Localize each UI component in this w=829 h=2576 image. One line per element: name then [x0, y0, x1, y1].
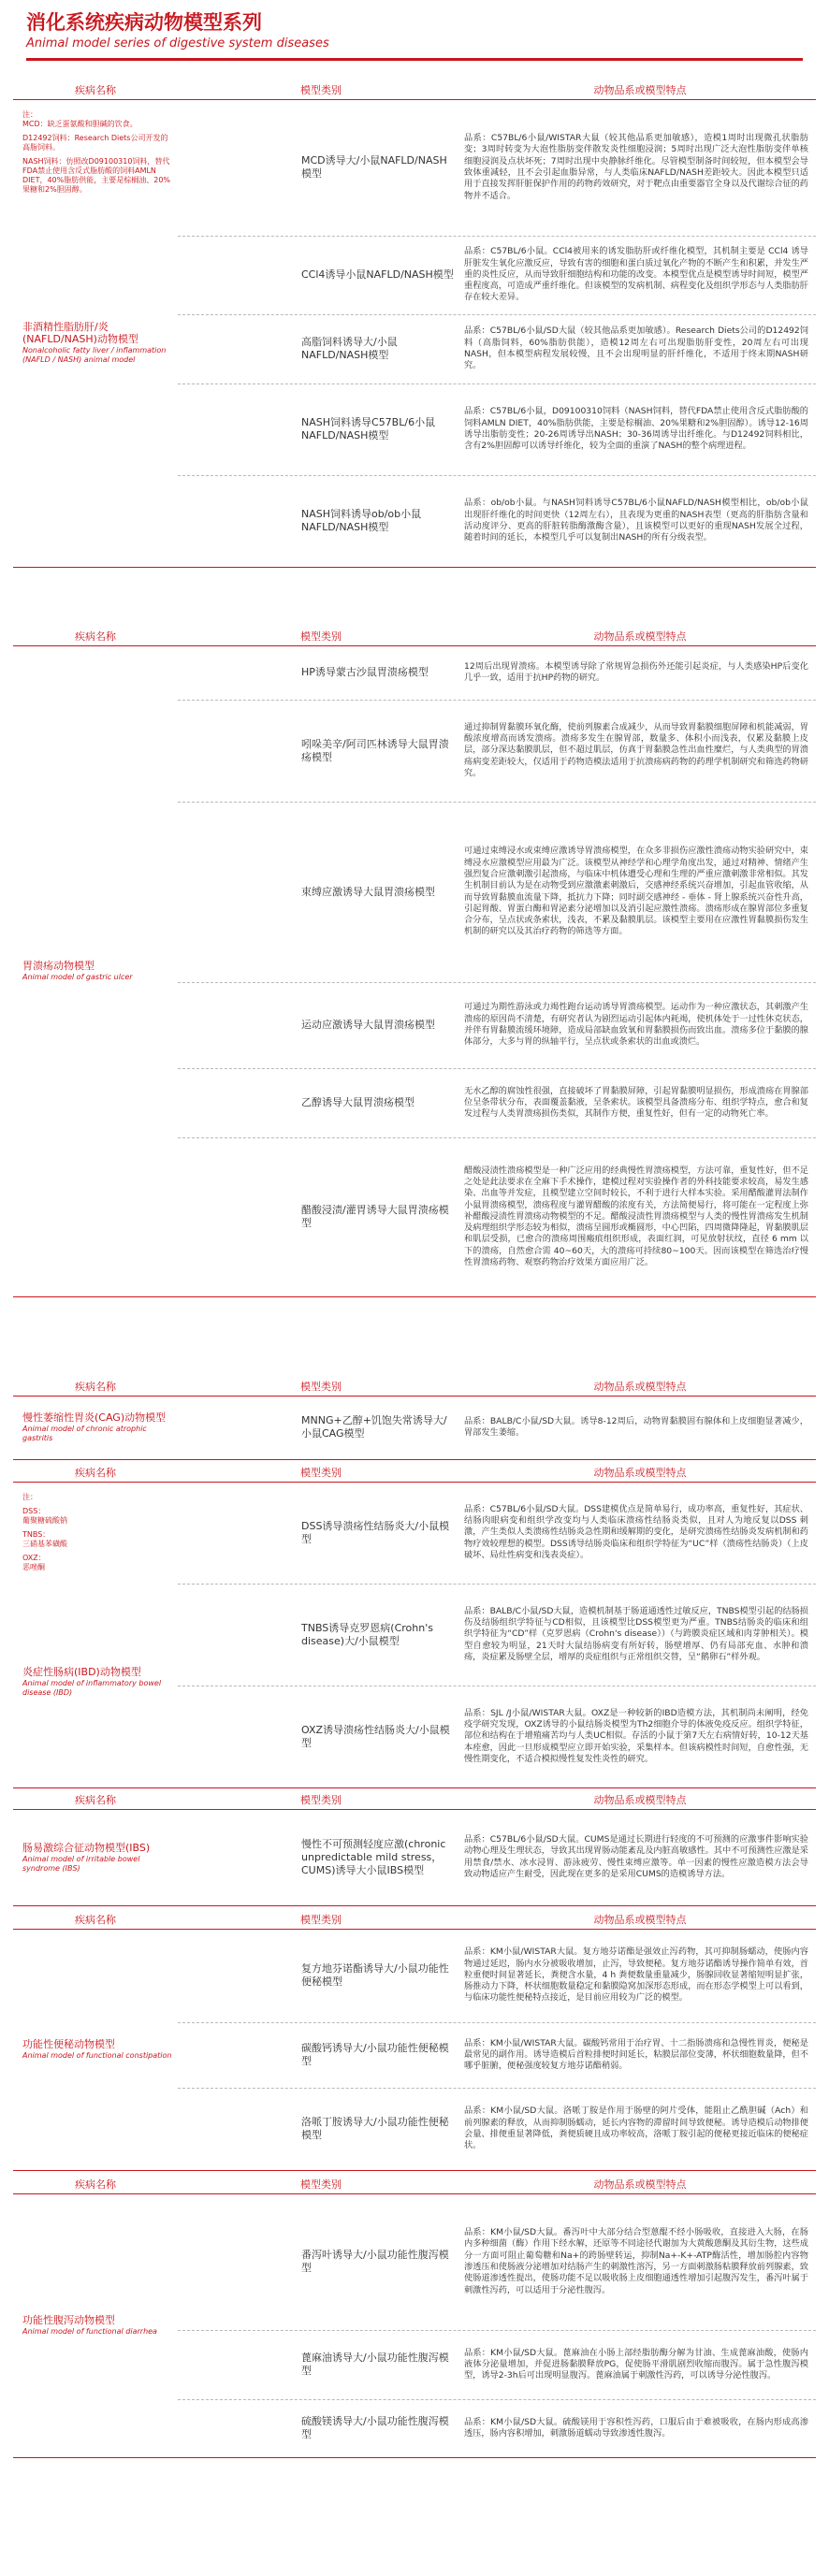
- model-name: 乙醇诱导大鼠胃溃疡模型: [301, 1096, 414, 1108]
- note-text: 恶唑酮: [22, 1563, 45, 1571]
- page-title: 消化系统疾病动物模型系列: [26, 11, 262, 34]
- section-bottom-line: [13, 1905, 816, 1906]
- model-features: 品系：SJL /J小鼠/WISTAR大鼠。OXZ是一种较新的IBD造模方法，其机制尚未阐明，经免疫学研究发现，OXZ诱导的小鼠结肠炎模型为Th2细胞介导的体液免疫反应。组织学特征，部位和结构在于增殖痛苦均与人类UC相似。存活的小鼠于第7天左右病情好转，10-12天基本痊愈，因此一旦形成模型应立即开始实验，采集样本。但该病模性时间短，自愈性强，无慢性期变化，不适合模拟慢性复发性炎性的研究。: [464, 1707, 808, 1764]
- model-name: DSS诱导溃疡性结肠炎大/小鼠模型: [301, 1519, 450, 1545]
- column-header-disease: 疾病名称: [75, 84, 116, 96]
- model-features: 品系：KM小鼠/SD大鼠。蓖麻油在小肠上部经脂肪酶分解为甘油、生成蓖麻油酸，使肠内液体分泌量增加，并促进肠黏膜释放PG，促使肠平滑肌剧烈收缩而腹泻。属于急性腹泻模型，诱导2-3h后可出现明显腹泻。蓖麻油属于刺激性泻药，可以诱导分泌性腹泻。: [464, 2347, 808, 2381]
- model-row: [178, 384, 816, 476]
- model-features: 通过抑制胃黏膜环氧化酶，使前列腺素合成减少，从而导致胃黏膜细胞屏障和机能减弱，胃酸浓度增高而诱发溃疡。溃疡多发生在腺胃部，数量多、体积小而浅表，仅累及黏膜上皮层，部分深达黏膜肌层，但不超过肌层，仿真于胃黏膜急性出血性糜烂，与人类典型的胃溃疡病变差距较大，仅适用于药物造模法适用于抗溃疡病药物的药理学机制研究和筛选药物研究。: [464, 721, 808, 778]
- page-subtitle: Animal model series of digestive system diseases: [26, 36, 329, 51]
- column-header-disease: 疾病名称: [75, 1794, 116, 1806]
- disease-section: [13, 1912, 816, 2171]
- note-item: [22, 1507, 174, 1526]
- note-label: 注：: [22, 110, 37, 119]
- model-row: [178, 99, 816, 237]
- column-header-features: 动物品系或模型特点: [593, 630, 687, 643]
- model-features: 品系：C57BL/6小鼠。CCl4被用来的诱发脂肪肝或纤维化模型，其机制主要是 CCl4 诱导肝脏发生氧化应激反应，导致有害的细胞和蛋白质过氧化产物的不断产生和积累，并发生严重的炎性反应，从而导致肝细胞结构和功能的改变。本模型优点是模型诱导时间短，模型严重程度高，可造成严重纤维化。但该模型的发病机制、病程变化及组织学形态与人类脂肪肝存在较大差异。: [464, 246, 808, 303]
- model-name: 复方地芬诺酯诱导大/小鼠功能性便秘模型: [301, 1962, 449, 1988]
- model-row: [178, 645, 816, 701]
- disease-name-cn: 功能性便秘动物模型: [22, 2038, 115, 2050]
- column-header-disease: 疾病名称: [75, 2178, 116, 2191]
- column-header-row: [13, 1912, 816, 1930]
- model-name: OXZ诱导溃疡性结肠炎大/小鼠模型: [301, 1723, 450, 1749]
- column-header-disease: 疾病名称: [75, 630, 116, 643]
- header-divider: [26, 58, 803, 61]
- model-name: 碳酸钙诱导大/小鼠功能性便秘模型: [301, 2042, 449, 2067]
- disease-section: [13, 82, 816, 568]
- model-row: [178, 1137, 816, 1296]
- model-row: [178, 236, 816, 315]
- column-header-row: [13, 82, 816, 100]
- disease-name-en: Animal model of irritable bowel syndrome (IBS): [22, 1854, 140, 1873]
- section-bottom-line: [13, 1459, 816, 1460]
- model-row: [178, 1584, 816, 1686]
- disease-name: [13, 645, 178, 1296]
- model-features: 12周后出现胃溃疡。本模型诱导除了常规胃急损伤外还能引起炎症，与人类感染HP后变化几乎一致，适用于抗HP药物的研究。: [464, 660, 808, 683]
- model-features: 品系：ob/ob小鼠。与NASH饲料诱导C57BL/6小鼠NAFLD/NASH模型相比，ob/ob小鼠出现肝纤维化的时间更快（12周左右），且表现为更重的NASH表型（更高的肝脂肪含量和活动度评分、更高的肝脏转脂酶激酶含量），且该模型可以更好的重现NASH发展全过程，随着时间的延长，本模型几乎可以复制出NASH的所有分级表型。: [464, 498, 808, 543]
- disease-name-en: Animal model of inflammatory bowel disease (IBD): [22, 1678, 162, 1697]
- column-header-model: 模型类别: [300, 1381, 342, 1393]
- note-item: [22, 1554, 174, 1572]
- note-text: 三硝基苯磺酸: [22, 1540, 67, 1548]
- disease-name-cn: 非酒精性脂肪肝/炎 (NAFLD/NASH)动物模型: [22, 320, 138, 345]
- disease-notes: [13, 1493, 178, 1577]
- model-features: 品系：BALB/C小鼠/SD大鼠，造模机制基于肠道通透性过敏反应，TNBS模型引起的结肠损伤及结肠组织学特征与CD相似，且该模型比DSS模型更为严重。TNBS结肠炎的临床和组织学特征为“CD”样（克罗恩病（Crohn's disease））（与跨膜炎症区域和肉芽肿相关）。模型自愈较为明显，21天时大鼠结肠病变有所好转，肠壁增厚、仍有局部充血、水肿和溃疡，炎症累及肠壁全层，增厚的炎症组织与正常组织交替，呈“鹅卵石”样外观。: [464, 1605, 808, 1662]
- model-features: 品系：KM小鼠/SD大鼠。硫酸镁用于容积性泻药，口服后由于难被吸收，在肠内形成高渗透压，肠内容积增加，刺激肠道蠕动导致渗透性腹泻。: [464, 2416, 808, 2439]
- model-row: [178, 982, 816, 1069]
- model-name: 运动应激诱导大鼠胃溃疡模型: [301, 1019, 435, 1031]
- model-features: 品系：C57BL/6小鼠，D09100310饲料（NASH饲料，替代FDA禁止使用含反式脂肪酸的饲料AMLN DIET，40%脂肪供能，主要是棕榈油、20%果糖和2%胆固醇）。诱导12-16周诱导出脂肪变性；20-26周诱导出NASH；30-36周诱导出纤维化。与D12492饲料相比，含有2%胆固醇可以诱导纤维化，较为全面的重演了NASH的整个病理进程。: [464, 406, 808, 452]
- model-row: [178, 802, 816, 983]
- model-row: [178, 1929, 816, 2023]
- section-bottom-line: [13, 1296, 816, 1297]
- disease-name-en: Animal model of functional constipation: [22, 2051, 172, 2060]
- model-name: MNNG+乙醇+饥饱失常诱导大/小鼠CAG模型: [301, 1414, 447, 1440]
- model-name: 吲哚美辛/阿司匹林诱导大鼠胃溃疡模型: [301, 737, 449, 763]
- note-item: [22, 1493, 174, 1502]
- note-label: OXZ：: [22, 1554, 46, 1562]
- note-text: D12492饲料：Research Diets公司开发的高脂饲料。: [22, 134, 168, 152]
- model-row: [178, 2193, 816, 2331]
- disease-name: [13, 2193, 178, 2457]
- model-row: [178, 1396, 816, 1459]
- column-header-model: 模型类别: [300, 84, 342, 96]
- column-header-features: 动物品系或模型特点: [593, 1381, 687, 1393]
- model-features: 品系：C57BL/6小鼠/SD大鼠（较其他品系更加敏感）。Research Diets公司的D12492饲料（高脂饲料，60%脂肪供能），造模12周左右可出现脂肪肝变性，20周左右可出现NASH，但本模型病程发展较慢，且不会出现明显的肝纤维化，不适用于终末期NASH研究。: [464, 326, 808, 371]
- disease-name: [13, 305, 178, 380]
- model-name: MCD诱导大/小鼠NAFLD/NASH模型: [301, 154, 447, 180]
- model-features: 品系：BALB/C小鼠/SD大鼠。诱导8-12周后，动物胃黏膜固有腺体和上皮细胞显著减少，胃部发生萎缩。: [464, 1415, 808, 1438]
- model-row: [178, 700, 816, 803]
- model-name: 高脂饲料诱导大/小鼠NAFLD/NASH模型: [301, 336, 398, 361]
- page-header: [0, 0, 829, 75]
- disease-name: [13, 1929, 178, 2170]
- model-name: 硫酸镁诱导大/小鼠功能性腹泻模型: [301, 2415, 449, 2440]
- disease-name-en: Animal model of functional diarrhea: [22, 2327, 157, 2336]
- model-features: 醋酸浸渍性溃疡模型是一种广泛应用的经典慢性胃溃疡模型，方法可靠，重复性好，但不足之处是此法要求在全麻下手术操作，建模过程对实验操作者的外科技能要求较高，易发生感染、出血等并发症，且模型建立空间时较长，不利于进行大样本实验。采用醋酸灌胃法制作小鼠胃溃疡模型，溃疡程度与灌胃醋酸的浓度有关，方法简便易行，将可能在一定程度上弥补醋酸浸渍性胃溃疡动物模型的不足。醋酸浸渍性胃溃疡模型与人类的慢性胃溃疡发生机制及病理组织学形态较为相似，溃疡呈圆形或椭圆形，中心凹陷，四周微降隆起，胃黏膜肌层和肌层受损，已愈合的溃疡周围瘢痕组织形成，表面红润，可见放射状纹，直径 6 mm 以下的溃疡，自然愈合需 40~60天，大的溃疡可持续80~100天。因而该模型在筛选治疗慢性胃溃疡药物、观察药物治疗效果方面应用广泛。: [464, 1165, 808, 1268]
- model-name: TNBS诱导克罗恩病(Crohn's disease)大/小鼠模型: [301, 1621, 433, 1647]
- model-row: [178, 2399, 816, 2457]
- model-row: [178, 2088, 816, 2170]
- model-row: [178, 1686, 816, 1787]
- model-features: 无水乙醇的腐蚀性很强，直接破坏了胃黏膜屏障，引起胃黏膜明显损伤，形成溃疡在胃腺部位呈条带状分布，表面覆盖黏液，呈条索状。该模型具备溃疡分布、组织学特点，愈合和复发过程与人类胃溃疡损伤类似，其制作方便，重复性好，但有一定的动物死亡率。: [464, 1085, 808, 1120]
- disease-name-cn: 功能性腹泻动物模型: [22, 2314, 115, 2326]
- column-header-features: 动物品系或模型特点: [593, 84, 687, 96]
- disease-section: [13, 1465, 816, 1788]
- disease-name: [13, 1809, 178, 1905]
- note-label: 注：: [22, 1493, 37, 1501]
- model-features: 可通过为期性游泳或力竭性跑台运动诱导胃溃疡模型。运动作为一种应激状态，其刺激产生溃疡的原因尚不清楚，有研究者认为剧烈运动引起体内耗竭，使机体处于一过性休克状态，并伴有胃黏膜流缓环境障，造成局部缺血致氧和胃黏膜损伤而致出血。溃疡多位于黏膜的腺体部分，大多与胃的纵轴平行，呈点状或条索状的出血或溃烂。: [464, 1002, 808, 1048]
- model-row: [178, 475, 816, 567]
- disease-section: [13, 629, 816, 1297]
- disease-name-cn: 炎症性肠病(IBD)动物模型: [22, 1665, 141, 1678]
- disease-name-cn: 胃溃疡动物模型: [22, 960, 95, 972]
- model-name: HP诱导蒙古沙鼠胃溃疡模型: [301, 666, 429, 678]
- model-features: 品系：C57BL/6小鼠/SD大鼠。DSS建模优点是简单易行，成功率高，重复性好，其症状、结肠肉眼病变和组织学改变均与人类临床溃疡性结肠炎类似，且对人为地反复以DSS 刺激，产生类似人类溃疡性结肠炎急性期和缓解期的变化，是研究溃疡性结肠炎发病机制和药物疗效较理想的模型。DSS诱导结肠炎临床和组织学特征为“UC”样（溃疡性结肠炎）（上皮破坏、局灶性病变和浅表炎症）。: [464, 1503, 808, 1560]
- model-name: 洛哌丁胺诱导大/小鼠功能性便秘模型: [301, 2116, 449, 2141]
- model-name: NASH饲料诱导ob/ob小鼠NAFLD/NASH模型: [301, 508, 422, 533]
- column-header-features: 动物品系或模型特点: [593, 1794, 687, 1806]
- column-header-features: 动物品系或模型特点: [593, 1914, 687, 1926]
- model-name: 蓖麻油诱导大/小鼠功能性腹泻模型: [301, 2352, 449, 2377]
- model-features: 品系：KM小鼠/SD大鼠。番泻叶中大部分结合型蒽醌不经小肠吸收，直接进入大肠，在肠内多种细菌（酶）作用下经水解，还原等不同途径代谢加为大黄酸蒽酮及其衍生物，这些成分一方面可阻止葡萄糖和Na+的跨肠壁转运，抑制Na+-K+-ATP酶活性，增加肠腔内容物渗透压和使肠液分泌增加对结肠产生的刺激性溶泻，另一方面刺激肠粘膜释放前列腺素，致使肠道渗透性提出，使肠功能不足以吸收肠上皮细胞通透性增加引起腹泻发生，番泻叶属于刺激性泻药，可以适用于分泌性腹泻。: [464, 2227, 808, 2295]
- model-row: [178, 1482, 816, 1585]
- column-header-disease: 疾病名称: [75, 1381, 116, 1393]
- section-bottom-line: [13, 2170, 816, 2171]
- column-header-features: 动物品系或模型特点: [593, 2178, 687, 2191]
- note-label: TNBS：: [22, 1530, 51, 1539]
- disease-section: [13, 2177, 816, 2458]
- model-row: [178, 1068, 816, 1138]
- model-features: 品系：KM小鼠/WISTAR大鼠。碳酸钙常用于治疗胃、十二指肠溃疡和急慢性胃炎，便秘是最常见的副作用。诱导造模后首粒排便时间延长，粘膜层部位变薄，杯状细胞数量降，但不哪乎脏腑，便秘强度较复方地芬诺酯稍弱。: [464, 2037, 808, 2072]
- column-header-disease: 疾病名称: [75, 1467, 116, 1479]
- note-item: [22, 1530, 174, 1549]
- model-name: CCl4诱导小鼠NAFLD/NASH模型: [301, 268, 454, 281]
- model-features: 可通过束缚浸水或束缚应激诱导胃溃疡模型，在众多非损伤应激性溃疡动物实验研究中，束缚浸水应激模型应用最为广泛。该模型从神经学和心理学角度出发，通过对精神、情绪产生强烈复合应激刺激引起溃疡，与临床中机体遭受心理和生理的严重应激刺激非常相似。其发生机制目前认为是在动物受到应激激素刺激后，交感神经系统兴奋增加，引起血管收缩，从而导致胃黏膜血流量下降，抵抗力下降；同时副交感神经 - 垂体 - 肾上腺系统兴奋性升高，引起胃酸、胃蛋白酶和胃泌素分泌增加以及消引起应激性溃疡。溃疡形成在腺胃部位多重复合分布，呈点状或条索状，浅表，不累及黏膜肌层。该模型主要用在应激性胃黏膜损伤发生机制的研究以及其治疗药物的筛选等方面。: [464, 846, 808, 937]
- column-header-row: [13, 2177, 816, 2194]
- column-header-row: [13, 1379, 816, 1397]
- disease-name-cn: 肠易激综合征动物模型(IBS): [22, 1841, 151, 1854]
- column-header-row: [13, 629, 816, 646]
- section-bottom-line: [13, 567, 816, 568]
- note-label: DSS：: [22, 1507, 46, 1515]
- column-header-row: [13, 1792, 816, 1810]
- model-features: 品系：C57BL/6小鼠/WISTAR大鼠（较其他品系更加敏感），造模1周时出现微孔状脂肪变；3周时转变为大泡性脂肪变伴散发炎性细胞浸润；5周时出现广泛大泡性脂肪变伴单核细胞浸润及点状坏死；7周时出现中央静脉纤维化。尽管模型制备时间较短，但本模型会导致体重减轻，且不会引起血脂异常，与人类临床NAFLD/NASH差距较大。因此本模型只适用于直接发挥肝脏保护作用的药物药效研究，对于靶点由重要器官全身以及代谢综合征的药物并不适合。: [464, 133, 808, 201]
- column-header-model: 模型类别: [300, 1794, 342, 1806]
- disease-name: [13, 1396, 178, 1459]
- model-features: 品系：KM小鼠/WISTAR大鼠。复方地芬诺酯是强效止泻药物，其可抑制肠蠕动，使肠内容物通过延迟，肠内水分被吸收增加，止泻，导致便秘。复方地芬诺酯诱导操作简单有效，首粒重便时间显著延长，粪便含水量，4 h 粪便数量重量减少，肠腺回收显著缩短明显扩张，肠推动力下降，杯状细胞数量稳定和黏膜隐窝加深形态形成，而在形态学模型上可以看到，与临床功能性便秘特点接近，是目前应用较为广泛的模型。: [464, 1946, 808, 2004]
- disease-name-cn: 慢性萎缩性胃炎(CAG)动物模型: [22, 1411, 167, 1424]
- disease-section: [13, 1792, 816, 1906]
- column-header-model: 模型类别: [300, 1914, 342, 1926]
- model-name: NASH饲料诱导C57BL/6小鼠NAFLD/NASH模型: [301, 416, 436, 441]
- column-header-row: [13, 1465, 816, 1483]
- note-item: [22, 134, 174, 152]
- disease-section: [13, 1379, 816, 1460]
- model-name: 束缚应激诱导大鼠胃溃疡模型: [301, 885, 435, 898]
- note-item: [22, 110, 174, 129]
- section-bottom-line: [13, 2457, 816, 2458]
- note-text: NASH饲料：仿照改D09100310饲料，替代FDA禁止使用含反式脂肪酸的饲料AMLN DIET，40%脂肪供能，主要是棕榈油、20%果糖和2%胆固醇。: [22, 157, 171, 194]
- column-header-model: 模型类别: [300, 1467, 342, 1479]
- disease-name-en: Animal model of chronic atrophic gastritis: [22, 1425, 147, 1442]
- model-row: [178, 1809, 816, 1905]
- disease-name-en: Animal model of gastric ulcer: [22, 973, 133, 981]
- disease-name: [13, 1575, 178, 1787]
- model-features: 品系：KM小鼠/SD大鼠。洛哌丁胺是作用于肠壁的阿片受体，能阻止乙酰胆碱（Ach）和前列腺素的释放，从而抑制肠蠕动，延长内容物的滞留时间导致便秘。诱导造模后动物排便会量、排便重显著降低，粪便质硬且成功率较高，洛哌丁胺引起的便秘更接近临床的便秘症状。: [464, 2106, 808, 2151]
- note-text: 葡聚糖硫酸钠: [22, 1516, 67, 1525]
- note-text: MCD：缺乏蛋氨酸和胆碱的饮食。: [22, 120, 138, 128]
- note-item: [22, 157, 174, 195]
- model-name: 醋酸浸渍/灌胃诱导大鼠胃溃疡模型: [301, 1204, 449, 1229]
- disease-notes: [13, 110, 178, 199]
- model-name: 慢性不可预测轻度应激(chronic unpredictable mild stress，CUMS)诱导大小鼠IBS模型: [301, 1837, 446, 1876]
- column-header-features: 动物品系或模型特点: [593, 1467, 687, 1479]
- model-row: [178, 314, 816, 384]
- model-features: 品系：C57BL/6小鼠/SD大鼠。CUMS是通过长期进行轻度的不可预测的应激事件影响实验动物心理及生理状态，导致其出现胃肠动能紊乱及内脏高敏感性。其中不可预测性应激是采用禁食/禁水、冰水浸胃、游泳疲劳、慢性束缚应激等。单一因素的慢性应激造模方法会导致动物适应产生耐受，因此现在更多的是采用CUMS的造模诱导方法。: [464, 1833, 808, 1879]
- model-row: [178, 2022, 816, 2089]
- model-name: 番泻叶诱导大/小鼠功能性腹泻模型: [301, 2249, 449, 2274]
- column-header-disease: 疾病名称: [75, 1914, 116, 1926]
- disease-name-en: Nonalcoholic fatty liver / inflammation (NAFLD / NASH) animal model: [22, 345, 167, 364]
- column-header-model: 模型类别: [300, 2178, 342, 2191]
- model-row: [178, 2330, 816, 2400]
- column-header-model: 模型类别: [300, 630, 342, 643]
- section-bottom-line: [13, 1787, 816, 1788]
